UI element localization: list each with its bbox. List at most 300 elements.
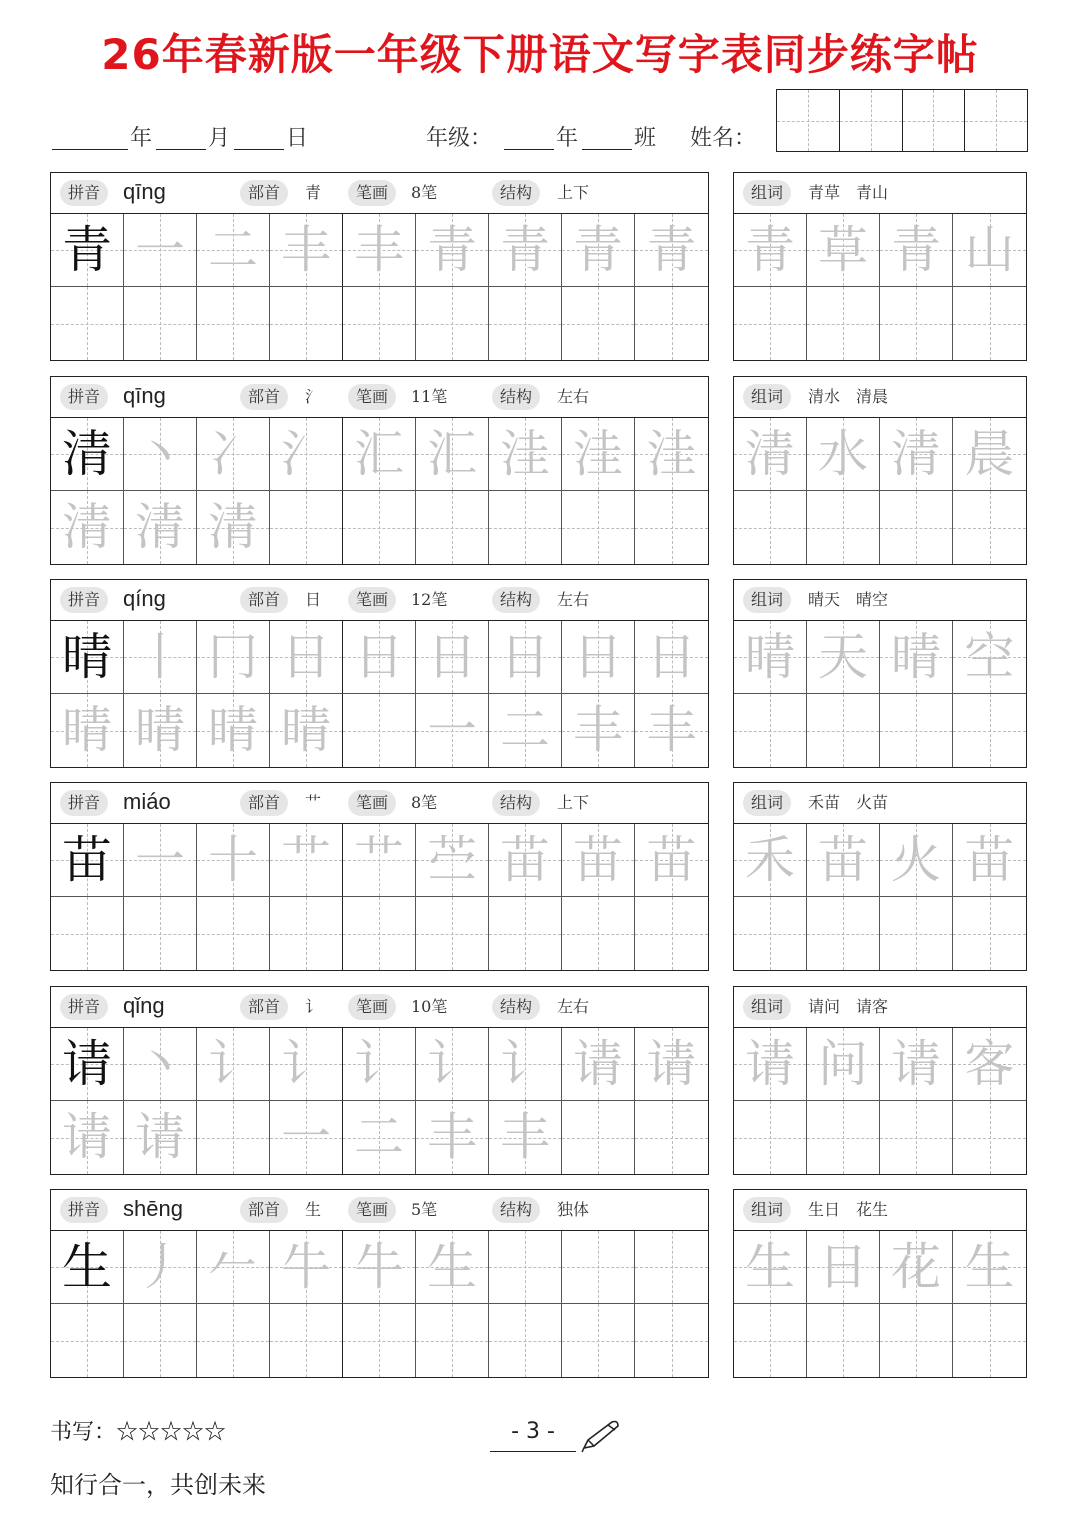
trace-character (51, 1304, 123, 1377)
grid-cell[interactable] (343, 418, 416, 491)
words-label: 组词 (743, 1197, 791, 1223)
practice-grid (51, 1231, 708, 1377)
grid-cell[interactable] (489, 287, 562, 360)
word-grid (734, 418, 1026, 564)
pinyin-label: 拼音 (60, 994, 108, 1020)
grid-cell[interactable] (51, 418, 124, 491)
grid-cell[interactable] (51, 1028, 124, 1101)
grid-cell[interactable] (343, 824, 416, 897)
grid-cell[interactable] (635, 694, 708, 767)
stroke-order-step: 丨 (135, 628, 185, 686)
grid-cell[interactable] (51, 1231, 124, 1304)
name-cell[interactable] (840, 90, 903, 151)
trace-character (343, 1304, 415, 1377)
trace-character (489, 1101, 561, 1174)
word-grid-cell[interactable] (880, 418, 953, 491)
grid-cell[interactable] (197, 1101, 270, 1174)
grid-cell[interactable] (489, 418, 562, 491)
trace-character (270, 1101, 342, 1174)
character-practice-box (50, 172, 709, 361)
word-grid-cell[interactable] (953, 491, 1026, 564)
stroke-order-step: 日 (354, 628, 404, 686)
word-grid-cell[interactable] (734, 418, 807, 491)
grid-cell[interactable] (635, 897, 708, 970)
grid-cell[interactable] (562, 418, 635, 491)
grid-cell[interactable] (124, 1231, 197, 1304)
radical-value: 生 (305, 1200, 322, 1219)
grade-year-label: 年 (556, 126, 579, 151)
trace-character (343, 897, 415, 970)
pinyin-value: shēng (123, 1196, 183, 1221)
grid-cell[interactable] (416, 418, 489, 491)
character-practice-box (50, 579, 709, 768)
name-label: 姓名： (690, 126, 757, 151)
word-grid-cell[interactable] (734, 1231, 807, 1304)
grid-cell[interactable] (124, 621, 197, 694)
grid-cell[interactable] (197, 1304, 270, 1377)
grid-cell[interactable] (562, 287, 635, 360)
pen-icon (578, 1418, 622, 1454)
trace-character (635, 287, 708, 360)
trace-character (124, 287, 196, 360)
grid-cell[interactable] (416, 287, 489, 360)
pinyin-value: qīng (123, 179, 166, 204)
word-grid-cell[interactable] (807, 418, 880, 491)
word-trace-character: 晴 (891, 628, 941, 686)
grid-cell[interactable] (489, 1304, 562, 1377)
character-practice-box (50, 1189, 709, 1378)
stroke-order-step: 讠丰 (427, 1035, 477, 1166)
trace-character (343, 491, 415, 564)
practice-grid (51, 824, 708, 970)
grid-cell[interactable] (270, 287, 343, 360)
word-trace-character: 请 (745, 1035, 795, 1093)
model-character: 晴 (62, 628, 112, 686)
words-value: 清水 清晨 (808, 387, 889, 406)
name-cell[interactable] (965, 90, 1027, 151)
grid-cell[interactable] (270, 1101, 343, 1174)
word-grid-cell[interactable] (734, 1028, 807, 1101)
words-value: 请问 请客 (808, 997, 889, 1016)
trace-character (124, 1304, 196, 1377)
stroke-order-step: 冂 (208, 628, 258, 686)
grid-cell[interactable] (635, 418, 708, 491)
grid-cell[interactable] (635, 824, 708, 897)
word-grid-cell[interactable] (953, 1028, 1026, 1101)
trace-character (416, 491, 488, 564)
stroke-order-step: 一 (135, 221, 185, 279)
grid-cell[interactable] (51, 897, 124, 970)
stroke-order-step: 洼 (500, 425, 550, 483)
grid-cell[interactable] (562, 1231, 635, 1304)
trace-character: 晴 (208, 701, 258, 759)
word-practice-box (733, 1189, 1027, 1378)
grid-cell[interactable] (562, 897, 635, 970)
grid-cell[interactable] (51, 824, 124, 897)
word-grid-cell[interactable] (807, 897, 880, 970)
radical-label: 部首 (240, 180, 288, 206)
pinyin-value: qǐng (123, 993, 165, 1018)
word-grid-cell[interactable] (734, 897, 807, 970)
trace-character: 清 (135, 498, 185, 556)
trace-character (635, 897, 708, 970)
word-grid-cell[interactable] (734, 214, 807, 287)
word-grid-cell[interactable] (953, 1231, 1026, 1304)
word-trace-character: 生 (745, 1238, 795, 1296)
character-practice-box (50, 782, 709, 971)
trace-character (270, 287, 342, 360)
grid-cell[interactable] (489, 491, 562, 564)
strokes-label: 笔画 (348, 587, 396, 613)
word-grid-cell[interactable] (880, 287, 953, 360)
grid-cell[interactable] (562, 694, 635, 767)
grid-cell[interactable] (270, 491, 343, 564)
radical-value: 氵 (305, 387, 322, 406)
student-info-row (52, 118, 772, 154)
grid-cell[interactable] (489, 214, 562, 287)
grid-cell[interactable] (270, 1304, 343, 1377)
grid-cell[interactable] (270, 621, 343, 694)
grid-cell[interactable] (124, 1304, 197, 1377)
word-grid-cell[interactable] (734, 287, 807, 360)
grid-cell[interactable] (197, 1028, 270, 1101)
stroke-order-step: 青 (573, 221, 623, 279)
word-trace-character: 空 (964, 628, 1015, 686)
word-trace-character: 青 (745, 221, 795, 279)
stroke-order-step: 丶 (135, 425, 185, 483)
word-grid-cell[interactable] (880, 621, 953, 694)
stroke-order-step: 日一 (427, 628, 477, 759)
pinyin-value: qíng (123, 586, 166, 611)
word-grid-cell[interactable] (807, 287, 880, 360)
grid-cell[interactable] (416, 1101, 489, 1174)
stroke-order-step (562, 1231, 634, 1303)
word-grid-cell[interactable] (734, 1304, 807, 1377)
word-trace-character: 晨 (964, 425, 1015, 483)
grid-cell[interactable] (416, 824, 489, 897)
writing-rating: 书写：☆☆☆☆☆ (50, 1420, 227, 1445)
stroke-order-step (489, 1231, 561, 1303)
word-grid-cell[interactable] (807, 621, 880, 694)
word-trace-character: 禾 (745, 831, 795, 889)
grid-cell[interactable] (343, 1028, 416, 1166)
grid-cell[interactable] (197, 418, 270, 491)
grid-cell[interactable] (51, 1304, 124, 1377)
word-trace-character: 客 (964, 1035, 1015, 1093)
grid-cell[interactable] (124, 491, 197, 564)
word-grid-cell[interactable] (953, 1101, 1026, 1174)
grid-cell[interactable] (197, 694, 270, 767)
grid-cell[interactable] (635, 1231, 708, 1304)
grid-cell[interactable] (416, 621, 489, 759)
grid-cell[interactable] (343, 621, 416, 694)
model-character: 请 (62, 1035, 112, 1093)
pinyin-label: 拼音 (60, 180, 108, 206)
grid-cell[interactable] (635, 1028, 708, 1101)
slogan: 知行合一，共创未来 (50, 1471, 266, 1499)
name-cell[interactable] (777, 90, 840, 151)
word-header (734, 987, 1026, 1028)
stroke-order-step: 十 (208, 831, 258, 889)
grid-cell[interactable] (197, 621, 270, 694)
model-character: 生 (62, 1238, 112, 1296)
word-header (734, 783, 1026, 824)
word-grid-cell[interactable] (953, 621, 1026, 694)
word-practice-box (733, 986, 1027, 1175)
model-character: 清 (62, 425, 112, 483)
trace-character: 请 (62, 1108, 112, 1166)
grid-cell[interactable] (343, 694, 416, 767)
word-grid-cell[interactable] (880, 1101, 953, 1174)
words-label: 组词 (743, 790, 791, 816)
trace-character (416, 897, 488, 970)
trace-character (124, 897, 196, 970)
word-grid-cell[interactable] (807, 1028, 880, 1101)
grid-cell[interactable] (635, 621, 708, 759)
word-grid-cell[interactable] (880, 491, 953, 564)
structure-label: 结构 (492, 994, 540, 1020)
strokes-label: 笔画 (348, 790, 396, 816)
trace-character (562, 897, 634, 970)
grid-cell[interactable] (270, 1028, 343, 1166)
trace-character (562, 1304, 634, 1377)
grid-cell[interactable] (416, 491, 489, 564)
character-block (0, 1189, 1080, 1379)
grid-cell[interactable] (489, 694, 562, 767)
trace-character (51, 897, 123, 970)
stroke-order-step: 汇 (354, 425, 404, 483)
name-cell[interactable] (903, 90, 966, 151)
grid-cell[interactable] (635, 287, 708, 360)
grid-cell[interactable] (51, 1101, 124, 1174)
grid-cell[interactable] (270, 418, 343, 491)
character-info-header (51, 580, 708, 621)
grid-cell[interactable] (343, 1304, 416, 1377)
stroke-order-step: 讠一 (281, 1035, 331, 1166)
grid-cell[interactable] (635, 1101, 708, 1174)
word-grid-cell[interactable] (953, 1304, 1026, 1377)
grid-cell[interactable] (489, 1028, 562, 1166)
month-label: 月 (208, 126, 231, 151)
structure-value: 上下 (557, 183, 590, 202)
grid-cell[interactable] (489, 621, 562, 759)
word-grid-cell[interactable] (880, 1231, 953, 1304)
character-info-header (51, 173, 708, 214)
stroke-order-step: 讠二 (354, 1035, 404, 1166)
grid-cell[interactable] (270, 214, 343, 287)
word-grid-cell[interactable] (880, 214, 953, 287)
word-grid-cell[interactable] (953, 897, 1026, 970)
grid-cell[interactable] (124, 694, 197, 767)
word-grid-cell[interactable] (953, 418, 1026, 491)
word-grid (734, 214, 1026, 360)
stroke-order-step: 生 (427, 1238, 477, 1296)
grid-cell[interactable] (343, 1101, 416, 1174)
word-grid-cell[interactable] (734, 824, 807, 897)
word-grid (734, 1028, 1026, 1174)
grid-cell[interactable] (197, 287, 270, 360)
grid-cell[interactable] (124, 1028, 197, 1101)
grid-cell[interactable] (124, 897, 197, 970)
word-grid-cell[interactable] (880, 824, 953, 897)
trace-character (416, 694, 488, 767)
word-practice-box (733, 782, 1027, 971)
grid-cell[interactable] (416, 897, 489, 970)
word-grid-cell[interactable] (880, 1304, 953, 1377)
stroke-order-step: 日丰 (646, 628, 697, 759)
word-grid (734, 824, 1026, 970)
grid-cell[interactable] (343, 1231, 416, 1304)
character-info-header (51, 377, 708, 418)
words-label: 组词 (743, 180, 791, 206)
trace-character (343, 287, 415, 360)
grid-cell[interactable] (197, 897, 270, 970)
trace-character (635, 1304, 708, 1377)
grid-cell[interactable] (416, 1028, 489, 1166)
stroke-order-step: 洼 (573, 425, 623, 483)
grid-cell[interactable] (343, 897, 416, 970)
structure-label: 结构 (492, 384, 540, 410)
year-blank[interactable] (52, 149, 128, 150)
word-grid-cell[interactable] (953, 214, 1026, 287)
word-grid-cell[interactable] (807, 1101, 880, 1174)
word-grid-cell[interactable] (953, 824, 1026, 897)
word-grid-cell[interactable] (734, 491, 807, 564)
grid-cell[interactable] (124, 1101, 197, 1174)
practice-grid (51, 621, 708, 767)
class-label: 班 (634, 126, 657, 151)
word-trace-character: 清 (745, 425, 795, 483)
word-practice-box (733, 579, 1027, 768)
grid-cell[interactable] (562, 214, 635, 287)
radical-label: 部首 (240, 384, 288, 410)
month-blank[interactable] (156, 149, 206, 150)
trace-character (270, 491, 342, 564)
stroke-order-step: 日丰 (573, 628, 623, 759)
word-grid-cell[interactable] (734, 694, 807, 767)
word-trace-character: 苗 (964, 831, 1015, 889)
stroke-order-step: 丶 (135, 1035, 185, 1093)
trace-character: 清 (62, 498, 112, 556)
radical-value: 讠 (305, 997, 322, 1016)
trace-character (197, 287, 269, 360)
pinyin-label: 拼音 (60, 384, 108, 410)
word-trace-character: 山 (964, 221, 1015, 279)
trace-character (270, 897, 342, 970)
grid-cell[interactable] (197, 1231, 270, 1304)
pinyin-label: 拼音 (60, 587, 108, 613)
structure-value: 左右 (557, 997, 590, 1016)
grid-cell[interactable] (197, 491, 270, 564)
grid-cell[interactable] (635, 491, 708, 564)
grid-cell[interactable] (416, 1231, 489, 1304)
grid-cell[interactable] (197, 824, 270, 897)
grid-cell[interactable] (416, 694, 489, 767)
grid-cell[interactable] (51, 621, 124, 694)
radical-label: 部首 (240, 994, 288, 1020)
stroke-order-step: 讠 (208, 1035, 258, 1093)
grid-cell[interactable] (489, 824, 562, 897)
grid-cell[interactable] (51, 287, 124, 360)
name-writing-grid[interactable] (776, 89, 1028, 152)
trace-character (489, 491, 561, 564)
grid-cell[interactable] (51, 694, 124, 767)
words-label: 组词 (743, 994, 791, 1020)
word-grid-cell[interactable] (880, 694, 953, 767)
grid-cell[interactable] (635, 1304, 708, 1377)
grid-cell[interactable] (489, 1231, 562, 1304)
radical-value: 青 (305, 183, 322, 202)
pinyin-value: qīng (123, 383, 166, 408)
word-grid-cell[interactable] (807, 1304, 880, 1377)
radical-label: 部首 (240, 790, 288, 816)
word-grid-cell[interactable] (807, 1231, 880, 1304)
grid-cell[interactable] (416, 214, 489, 287)
word-grid-cell[interactable] (807, 491, 880, 564)
grid-cell[interactable] (562, 491, 635, 564)
word-grid-cell[interactable] (953, 287, 1026, 360)
grid-cell[interactable] (270, 694, 343, 767)
word-grid-cell[interactable] (880, 1028, 953, 1101)
word-grid-cell[interactable] (953, 694, 1026, 767)
word-grid-cell[interactable] (734, 1101, 807, 1174)
grid-cell[interactable] (562, 1304, 635, 1377)
word-grid-cell[interactable] (880, 897, 953, 970)
grid-cell[interactable] (562, 621, 635, 759)
grid-cell[interactable] (51, 491, 124, 564)
grid-cell[interactable] (270, 897, 343, 970)
word-trace-character: 草 (818, 221, 868, 279)
grade-blank[interactable] (504, 149, 554, 150)
class-blank[interactable] (582, 149, 632, 150)
grid-cell[interactable] (343, 491, 416, 564)
grid-cell[interactable] (489, 897, 562, 970)
trace-character (197, 897, 269, 970)
grid-cell[interactable] (124, 418, 197, 491)
grid-cell[interactable] (270, 1231, 343, 1304)
trace-character (635, 1101, 708, 1174)
strokes-value: 10笔 (411, 997, 448, 1016)
word-grid-cell[interactable] (807, 214, 880, 287)
page-title: 26年春新版一年级下册语文写字表同步练字帖 (101, 30, 979, 79)
grid-cell[interactable] (562, 1028, 635, 1101)
grid-cell[interactable] (635, 214, 708, 287)
grid-cell[interactable] (489, 1101, 562, 1174)
grid-cell[interactable] (343, 214, 416, 287)
trace-character (489, 1304, 561, 1377)
grid-cell[interactable] (562, 824, 635, 897)
word-grid-cell[interactable] (807, 824, 880, 897)
grid-cell[interactable] (51, 214, 124, 287)
grid-cell[interactable] (124, 287, 197, 360)
stroke-order-step: 苗 (500, 831, 550, 889)
trace-character (416, 1304, 488, 1377)
grid-cell[interactable] (124, 824, 197, 897)
word-header (734, 580, 1026, 621)
trace-character (562, 287, 634, 360)
word-grid-cell[interactable] (807, 694, 880, 767)
word-grid-cell[interactable] (734, 621, 807, 694)
day-blank[interactable] (234, 149, 284, 150)
day-label: 日 (286, 126, 309, 151)
grid-cell[interactable] (197, 214, 270, 287)
grid-cell[interactable] (270, 824, 343, 897)
grid-cell[interactable] (562, 1101, 635, 1174)
trace-character (562, 1101, 634, 1174)
grid-cell[interactable] (343, 287, 416, 360)
grid-cell[interactable] (124, 214, 197, 287)
grid-cell[interactable] (416, 1304, 489, 1377)
